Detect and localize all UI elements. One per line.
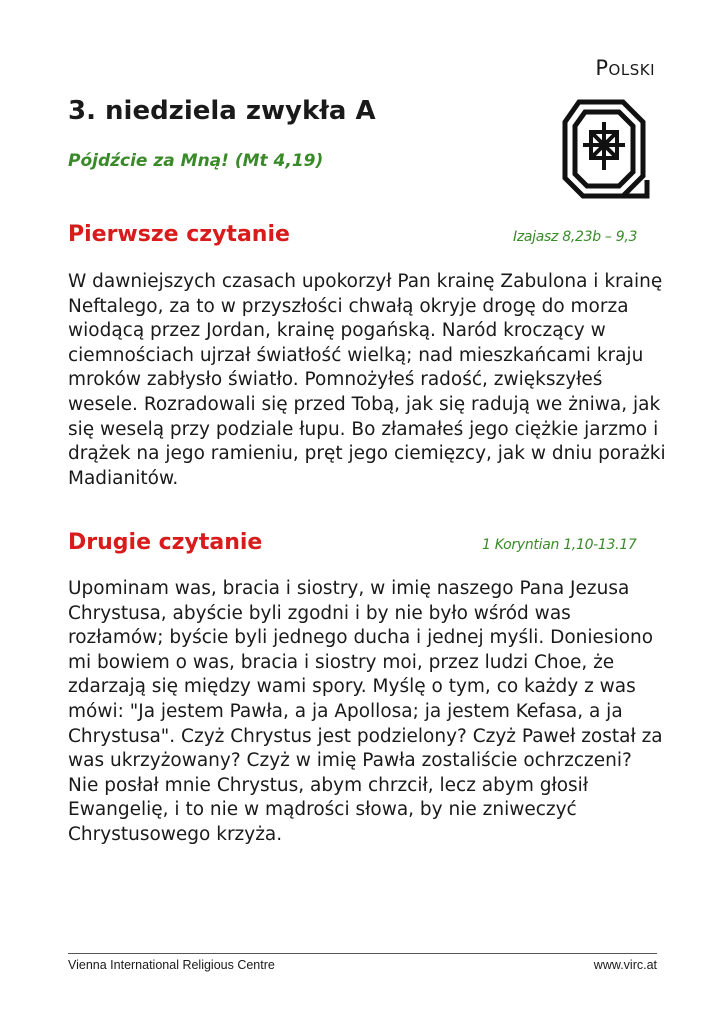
second-reading-text: Upominam was, bracia i siostry, w imię naszego Pana Jezusa Chrystusa, abyście byli zgodni i by nie było wśród was rozłamów; byście byli jednego ducha i jednej myśli. Doniesiono mi bowiem o was, bracia i siostry moi, przez ludzi Choe, że zdarzają się między wami spory. Myślę o tym, co każdy z was mówi: "Ja jestem Pawła, a ja Apollosa; ja jestem Kefasa, a ja Chrystusa". Czyż Chrystus jest podzielony? Czyż Paweł został za was ukrzyżowany? Czyż w imię Pawła zostaliście ochrzczeni? Nie posłał mnie Chrystus, abym chrzcił, lecz abym głosił Ewangelię, i to nie w mądrości słowa, by nie zniweczyć Chrystusowego krzyża. xyxy=(68,578,663,845)
first-reading-heading: Pierwsze czytanie xyxy=(68,222,290,247)
first-reading-reference: Izajasz 8,23b – 9,3 xyxy=(513,229,638,245)
page-title: 3. niedziela zwykła A xyxy=(68,96,376,126)
first-reading-text: W dawniejszych czasach upokorzył Pan krainę Zabulona i krainę Neftalego, za to w przyszłości chwałą okryje drogę do morza wiodącą przez Jordan, krainę pogańską. Naród kroczący w ciemnościach ujrzał światłość wielką; nad mieszkańcami kraju mroków zabłysło światło. Pomnożyłeś radość, zwiększyłeś wesele. Rozradowali się przed Tobą, jak się radują we żniwa, jak się weselą przy podziale łupu. Bo złamałeś jego ciężkie jarzmo i drążek na jego ramieniu, pręt jego ciemięzcy, jak w dniu porażki Madianitów. xyxy=(68,271,666,489)
footer-divider xyxy=(68,953,657,954)
footer-organization: Vienna International Religious Centre xyxy=(68,958,275,972)
second-reading-heading: Drugie czytanie xyxy=(68,530,263,555)
footer-website[interactable]: www.virc.at xyxy=(593,958,657,972)
virc-logo-icon xyxy=(561,98,653,202)
language-label: Polski xyxy=(595,56,655,80)
second-reading-reference: 1 Koryntian 1,10-13.17 xyxy=(482,537,637,553)
motto: Pójdźcie za Mną! (Mt 4,19) xyxy=(68,151,324,171)
